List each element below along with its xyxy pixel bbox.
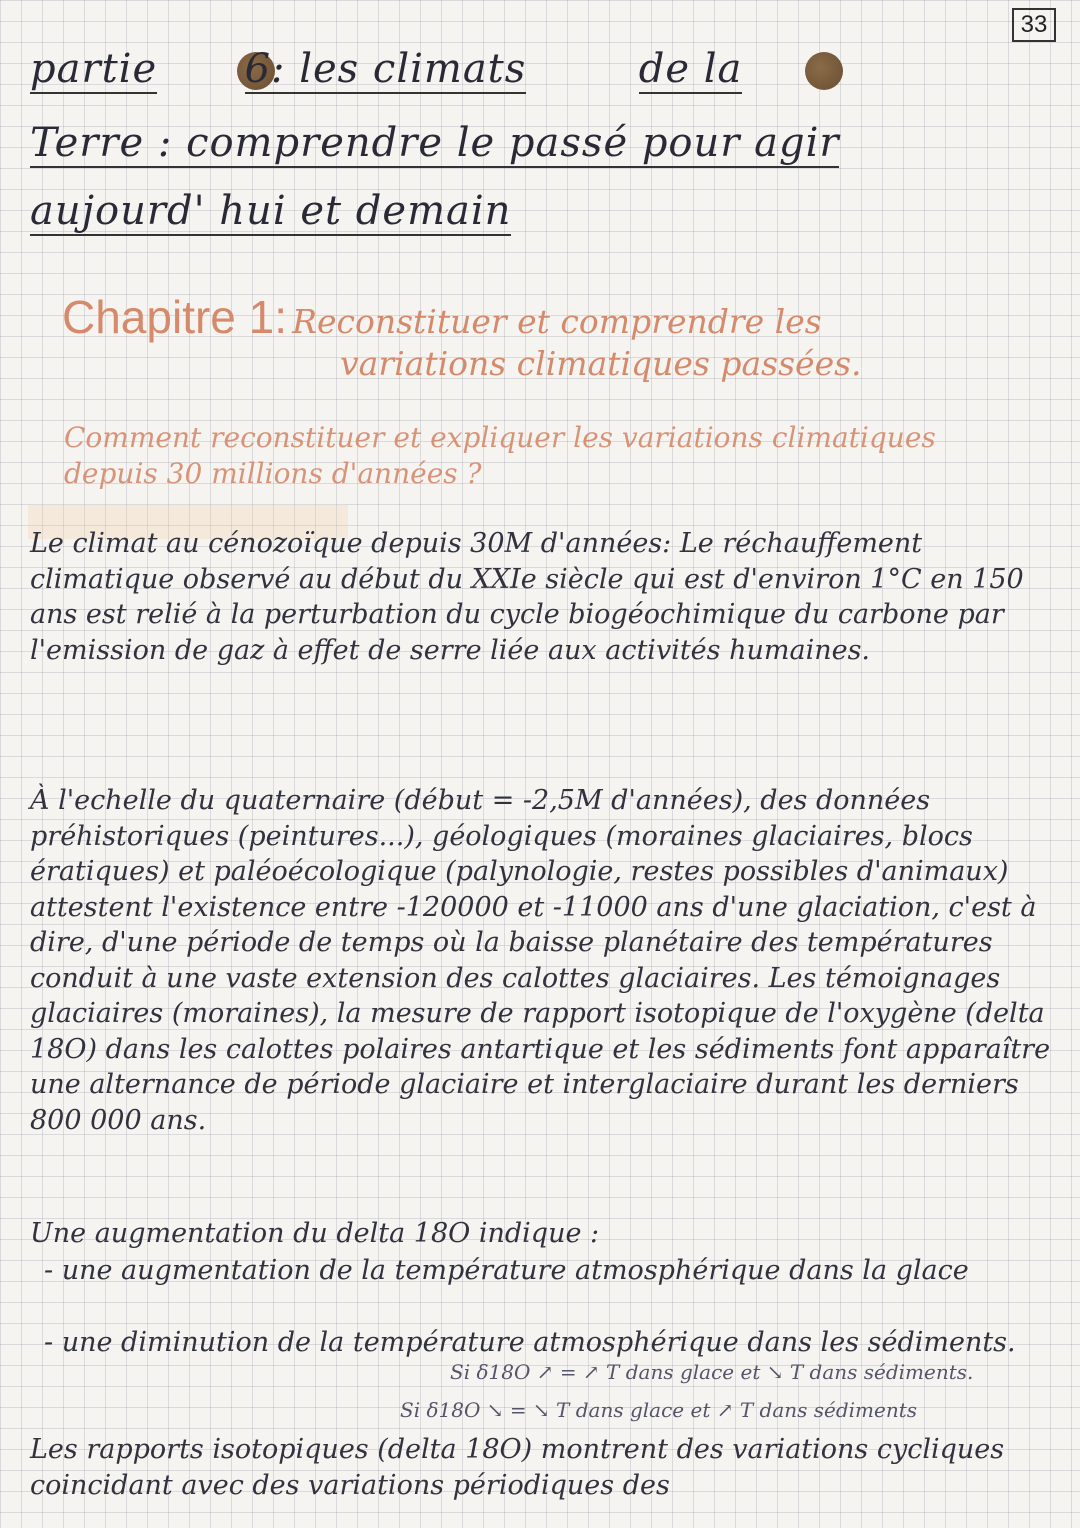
chapter-heading xyxy=(62,290,822,344)
paragraph-cenozoic: Le climat au cénozoïque depuis 30M d'années: Le réchauffement climatique observé au début du XXIe siècle qui est d'environ 1°C en 150 ans est relié à la perturbation du cycle biogéochimique du carbone par l'emission de gaz à effet de serre liée aux activités humaines. xyxy=(30,528,1024,666)
title-line-1 xyxy=(30,46,742,92)
binder-hole xyxy=(805,52,843,90)
page-number: 33 xyxy=(1012,8,1056,42)
chapter-question: Comment reconstituer et expliquer les variations climatiques depuis 30 millions d'années ? xyxy=(64,421,936,490)
title-part-end: de la xyxy=(638,46,743,92)
title-line-3-text: aujourd' hui et demain xyxy=(30,188,512,234)
list-item: - une augmentation de la température atmosphérique dans la glace xyxy=(44,1255,969,1286)
paragraph-quaternary: À l'echelle du quaternaire (début = -2,5M d'années), des données préhistoriques (peintures...), géologiques (moraines glaciaires, blocs ératiques) et paléoécologique (palynologie, restes possibles d'animaux) attestent l'existence entre -120000 et -11000 ans d'une glaciation, c'est à dire, d'une période de temps où la baisse planétaire des températures conduit à une vaste extension des calottes glaciaires. Les témoignages glaciaires (moraines), la mesure de rapport isotopique de l'oxygène (delta 18O) dans les calottes polaires antartique et les sédiments font apparaître une alternance de période glaciaire et interglaciaire durant les derniers 800 000 ans. xyxy=(30,785,1051,1136)
paragraph-delta-intro: Une augmentation du delta 18O indique : xyxy=(30,1218,600,1249)
chapter-label: Chapitre 1: xyxy=(62,291,288,343)
title-line-2 xyxy=(30,120,839,166)
title-part-label: partie xyxy=(30,46,158,92)
title-line-2-text: Terre : comprendre le passé pour agir xyxy=(30,120,840,166)
title-line-3 xyxy=(30,188,511,234)
list-item: - une diminution de la température atmosphérique dans les sédiments. xyxy=(44,1327,1016,1358)
chapter-title-line-2: variations climatiques passées. xyxy=(340,344,862,383)
side-note-1: Si δ18O ↗ = ↗ T dans glace et ↘ T dans sédiments. xyxy=(450,1360,974,1384)
paragraph-isotopic: Les rapports isotopiques (delta 18O) montrent des variations cycliques coincidant avec des variations périodiques des xyxy=(30,1434,1005,1501)
chapter-title-line-1: Reconstituer et comprendre les xyxy=(292,302,822,341)
side-note-2: Si δ18O ↘ = ↘ T dans glace et ↗ T dans sédiments xyxy=(400,1398,918,1422)
title-part-topic: 6: les climats xyxy=(244,46,527,92)
